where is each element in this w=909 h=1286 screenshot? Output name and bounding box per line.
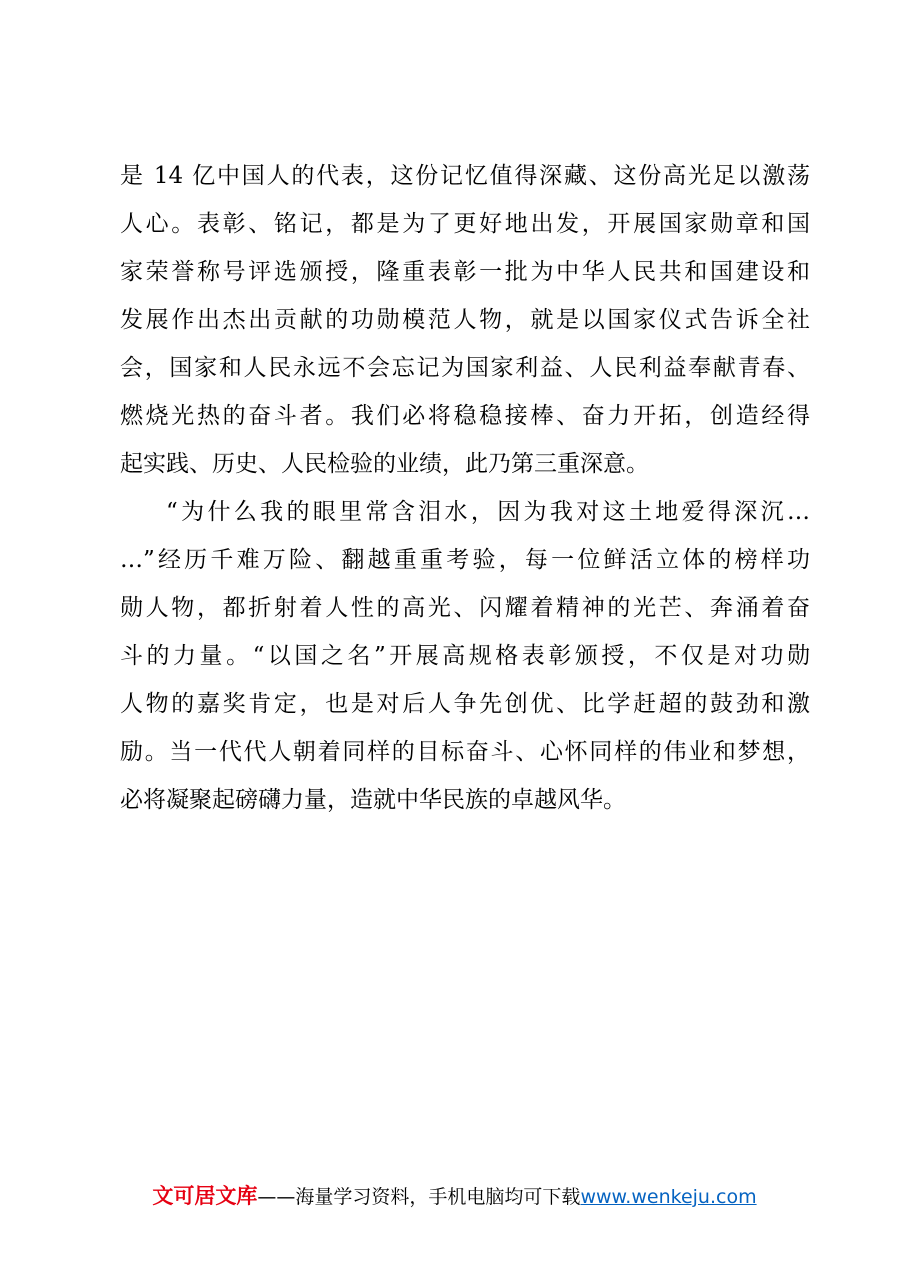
paragraph-1 bbox=[120, 152, 810, 488]
footer-brand: 文可居文库 bbox=[152, 1184, 258, 1208]
text-line: 勋人物，都折射着人性的高光、闪耀着精神的光芒、奔涌着奋 bbox=[120, 595, 810, 621]
text-line: 必将凝聚起磅礴力量，造就中华民族的卓越风华。 bbox=[120, 787, 626, 813]
text-line: 斗的力量。“以国之名”开展高规格表彰颁授，不仅是对功勋 bbox=[120, 643, 810, 669]
footer-site-link[interactable]: www.wenkeju.com bbox=[580, 1186, 757, 1208]
text-line: 发展作出杰出贡献的功勋模范人物，就是以国家仪式告诉全社 bbox=[120, 307, 810, 333]
footer-tagline: ——海量学习资料，手机电脑均可下载 bbox=[257, 1186, 581, 1208]
text-line: 励。当一代代人朝着同样的目标奋斗、心怀同样的伟业和梦想， bbox=[120, 739, 810, 765]
document-body bbox=[120, 152, 810, 824]
page-footer bbox=[0, 1180, 909, 1210]
text-line: 是 14 亿中国人的代表，这份记忆值得深藏、这份高光足以激荡 bbox=[120, 163, 810, 189]
text-line: “为什么我的眼里常含泪水，因为我对这土地爱得深沉… bbox=[166, 499, 810, 525]
paragraph-2 bbox=[120, 488, 810, 824]
text-line: 起实践、历史、人民检验的业绩，此乃第三重深意。 bbox=[120, 451, 649, 477]
text-line: 家荣誉称号评选颁授，隆重表彰一批为中华人民共和国建设和 bbox=[120, 259, 810, 285]
text-line: 人物的嘉奖肯定，也是对后人争先创优、比学赶超的鼓劲和激 bbox=[120, 691, 810, 717]
text-line: …”经历千难万险、翻越重重考验，每一位鲜活立体的榜样功 bbox=[120, 547, 810, 573]
text-line: 燃烧光热的奋斗者。我们必将稳稳接棒、奋力开拓，创造经得 bbox=[120, 403, 810, 429]
text-line: 人心。表彰、铭记，都是为了更好地出发，开展国家勋章和国 bbox=[120, 211, 810, 237]
text-line: 会，国家和人民永远不会忘记为国家利益、人民利益奉献青春、 bbox=[120, 355, 810, 381]
